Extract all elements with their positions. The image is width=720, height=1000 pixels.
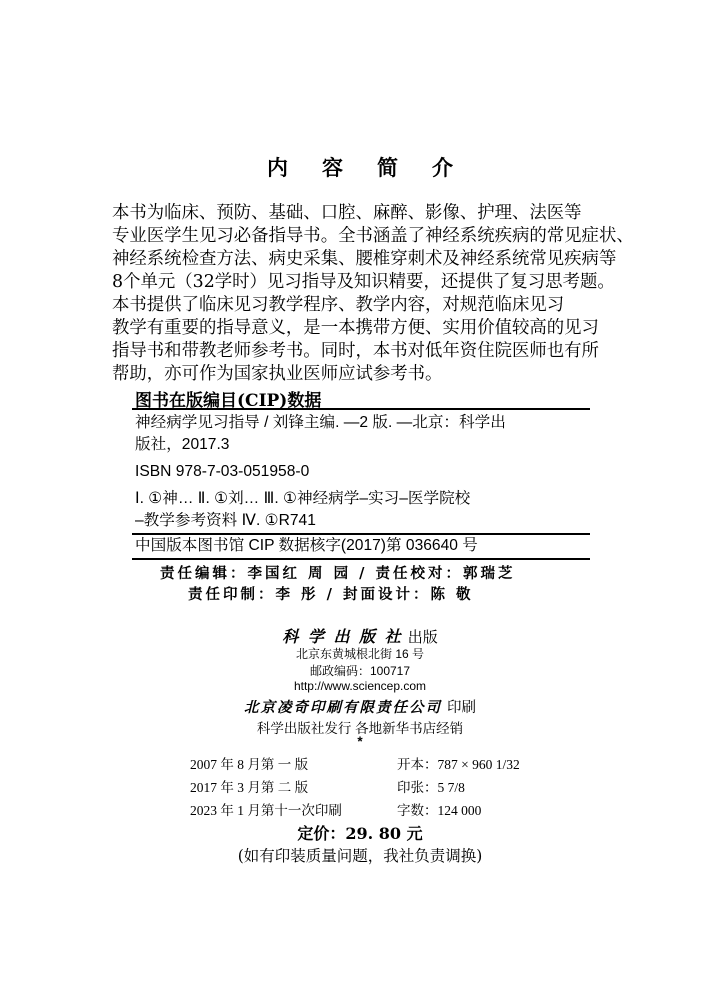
editor-credits: 责任编辑：李国红 周 园 / 责任校对：郭瑞芝: [160, 565, 516, 582]
publisher-address: 北京东黄城根北街 16 号: [295, 647, 425, 661]
publisher-line: [0, 624, 720, 647]
publisher-url: http://www.sciencep.com: [293, 679, 427, 693]
cip-heading: 图书在版编目(CIP)数据: [135, 391, 322, 411]
paragraph-line: 本书为临床、预防、基础、口腔、麻醉、影像、护理、法医等: [112, 203, 582, 223]
separator-star: *: [357, 734, 363, 749]
publisher-action: 出版: [407, 628, 438, 646]
cip-title-line-2: 版社，2017.3: [135, 436, 230, 453]
edition-left-2: 2017 年 3 月第 二 版: [190, 780, 309, 795]
cip-top-rule: [132, 408, 590, 410]
printer-line: [0, 696, 720, 717]
cip-classification: Ⅰ. ①神… Ⅱ. ①刘… Ⅲ. ①神经病学–实习–医学院校: [135, 490, 471, 507]
paragraph-line: 本书提供了临床见习教学程序、教学内容，对规范临床见习: [112, 295, 565, 315]
edition-right-1: 开本：787 × 960 1/32: [397, 757, 520, 772]
edition-left-3: 2023 年 1 月第十一次印刷: [190, 803, 342, 818]
cip-title-line: 神经病学见习指导 / 刘锋主编. —2 版. —北京：科学出: [135, 414, 506, 431]
edition-left-1: 2007 年 8 月第 一 版: [190, 757, 309, 772]
edition-right-2: 印张：5 7/8: [397, 780, 465, 795]
publisher-postcode: 邮政编码：100717: [309, 664, 411, 678]
paragraph-line: 教学有重要的指导意义，是一本携带方便、实用价值较高的见习: [112, 318, 599, 338]
publisher-name: 科 学 出 版 社: [282, 627, 403, 646]
cip-record-number: 中国版本图书馆 CIP 数据核字(2017)第 036640 号: [135, 537, 478, 554]
price: 定价：29. 80 元: [297, 824, 423, 843]
production-credits: 责任印制：李 彤 / 封面设计：陈 敬: [188, 586, 474, 603]
distribution-line: 科学出版社发行 各地新华书店经销: [256, 721, 464, 736]
cip-classification-2: –教学参考资料 Ⅳ. ①R741: [135, 512, 316, 529]
paragraph-line: 指导书和带教老师参考书。同时，本书对低年资住院医师也有所: [112, 341, 599, 361]
printer-name: 北京凌奇印刷有限责任公司: [243, 699, 442, 716]
page-title: 内容简介: [267, 155, 487, 180]
paragraph-line: 专业医学生见习必备指导书。全书涵盖了神经系统疾病的常见症状、: [112, 226, 634, 246]
paragraph-line: 8个单元（32学时）见习指导及知识精要，还提供了复习思考题。: [112, 272, 615, 292]
paragraph-line: 帮助，亦可作为国家执业医师应试参考书。: [112, 364, 443, 384]
quality-note: (如有印装质量问题，我社负责调换): [237, 847, 483, 865]
printer-action: 印刷: [447, 700, 477, 716]
cip-isbn: ISBN 978-7-03-051958-0: [135, 463, 310, 480]
cip-bottom-rule: [132, 558, 590, 560]
edition-right-3: 字数：124 000: [397, 803, 482, 818]
paragraph-line: 神经系统检查方法、病史采集、腰椎穿刺术及神经系统常见疾病等: [112, 249, 617, 269]
